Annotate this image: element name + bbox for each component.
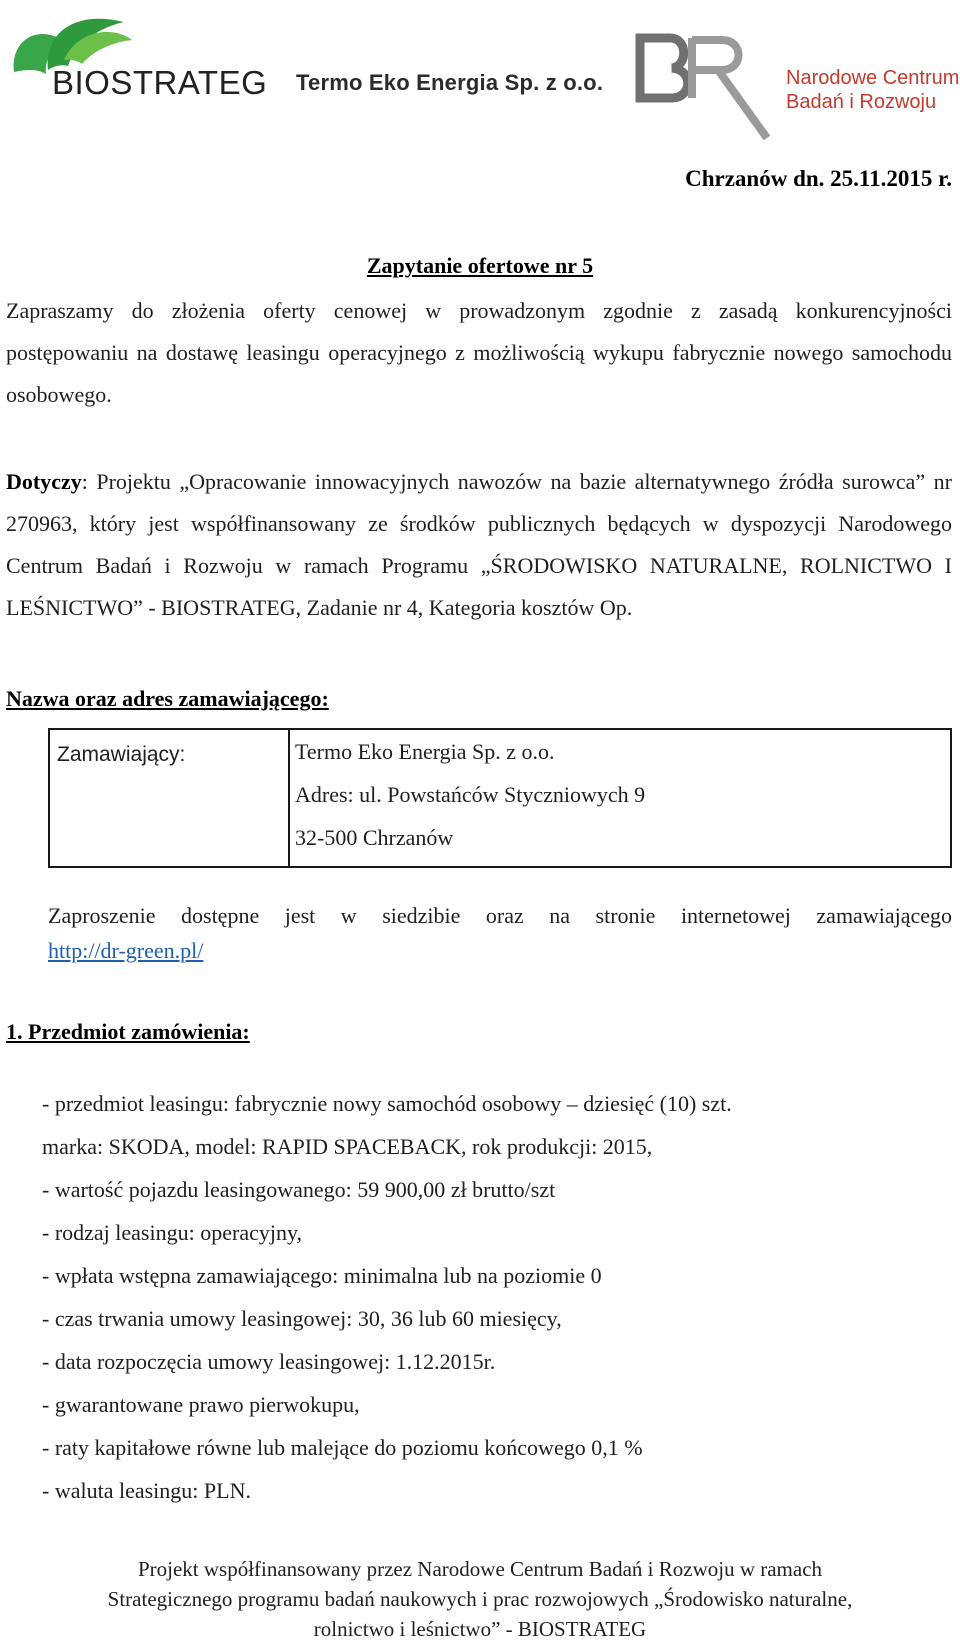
- list-item: - raty kapitałowe równe lub malejące do poziomu końcowego 0,1 %: [42, 1435, 643, 1460]
- ordering-city: 32-500 Chrzanów: [295, 825, 454, 850]
- list-item: - przedmiot leasingu: fabrycznie nowy samochód osobowy – dziesięć (10) szt.: [42, 1091, 732, 1116]
- footer-line: rolnictwo i leśnictwo” - BIOSTRATEG: [313, 1617, 647, 1641]
- footer: [0, 1554, 960, 1644]
- ncbr-line-2: Badań i Rozwoju: [786, 91, 937, 113]
- list-item: - czas trwania umowy leasingowej: 30, 36 lub 60 miesięcy,: [42, 1306, 562, 1331]
- dotyczy-text: : Projektu „Opracowanie innowacyjnych nawozów na bazie alternatywnego źródła surowca” nr 270963, który jest współfinansowany ze środków publicznych będących w dyspozycji Narodowego Centrum Badań i Rozwoju w ramach Programu „ŚRODOWISKO NATURALNE, ROLNICTWO I LEŚNICTWO” - BIOSTRATEG, Zadanie nr 4, Kategoria kosztów Op.: [6, 469, 952, 620]
- list-item: - rodzaj leasingu: operacyjny,: [42, 1220, 303, 1245]
- list-item: - waluta leasingu: PLN.: [42, 1478, 251, 1503]
- footer-line: Strategicznego programu badań naukowych i prac rozwojowych „Środowisko naturalne,: [107, 1587, 853, 1611]
- list-item: - data rozpoczęcia umowy leasingowej: 1.12.2015r.: [42, 1349, 496, 1374]
- subject-heading: 1. Przedmiot zamówienia:: [6, 1019, 250, 1044]
- list-item: marka: SKODA, model: RAPID SPACEBACK, rok produkcji: 2015,: [42, 1134, 653, 1159]
- ordering-address: Adres: ul. Powstańców Styczniowych 9: [295, 782, 646, 807]
- intro-paragraph: Zapraszamy do złożenia oferty cenowej w prowadzonym zgodnie z zasadą konkurencyjności postępowaniu na dostawę leasingu operacyjnego z możliwością wykupu fabrycznie nowego samochodu osobowego.: [6, 298, 952, 407]
- ordering-name: Termo Eko Energia Sp. z o.o.: [295, 739, 555, 764]
- ncbr-logo-text: [786, 66, 959, 114]
- ncbr-line-1: Narodowe Centrum: [786, 67, 960, 89]
- invitation-text: Zaproszenie dostępne jest w siedzibie oraz na stronie internetowej zamawiającego: [48, 903, 952, 928]
- ordering-values: [295, 730, 645, 859]
- ordering-table: [48, 728, 952, 868]
- ncbr-br-logo: [632, 28, 802, 150]
- document-date: Chrzanów dn. 25.11.2015 r.: [685, 166, 952, 191]
- ordering-label: Zamawiający:: [57, 743, 186, 766]
- biostrateg-logo-text: BIOSTRATEG: [52, 64, 268, 101]
- list-item: - wartość pojazdu leasingowanego: 59 900,00 zł brutto/szt: [42, 1177, 556, 1202]
- website-link[interactable]: http://dr-green.pl/: [48, 938, 204, 963]
- footer-line: Projekt współfinansowany przez Narodowe Centrum Badań i Rozwoju w ramach: [137, 1557, 823, 1581]
- document-title: Zapytanie ofertowe nr 5: [366, 253, 594, 278]
- list-item: - gwarantowane prawo pierwokupu,: [42, 1392, 360, 1417]
- dotyczy-paragraph: [6, 461, 952, 629]
- list-item: - wpłata wstępna zamawiającego: minimalna lub na poziomie 0: [42, 1263, 602, 1288]
- termo-eko-logo: Termo Eko Energia Sp. z o.o.: [296, 70, 604, 95]
- ordering-heading: Nazwa oraz adres zamawiającego:: [6, 686, 329, 711]
- subject-items-list: [42, 1082, 732, 1512]
- dotyczy-label: Dotyczy: [6, 469, 82, 494]
- ordering-label-cell: [50, 730, 290, 866]
